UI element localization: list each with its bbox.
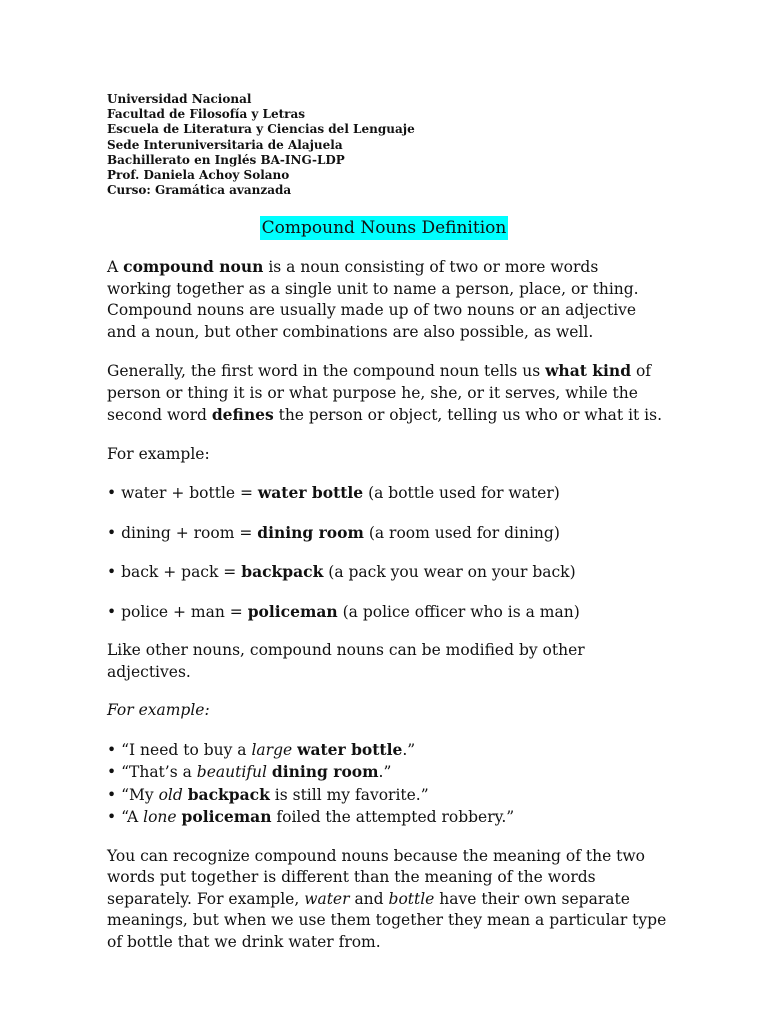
bold-term: backpack bbox=[187, 784, 270, 804]
text-run: foiled the attempted robbery.” bbox=[271, 808, 515, 826]
example-item bbox=[107, 601, 667, 624]
bold-term: dining room bbox=[271, 762, 379, 781]
bold-term: defines bbox=[211, 405, 274, 424]
text-run: A bbox=[107, 258, 124, 276]
text-run: Generally, the first word in the compound noun tells us bbox=[107, 362, 546, 380]
for-example-label: For example: bbox=[107, 444, 210, 463]
text-run: You can recognize compound nouns because the meaning of the two words put together is different than the meaning of the words separately. For example, bbox=[107, 846, 646, 908]
italic-adjective: beautiful bbox=[196, 763, 267, 781]
text-run: • “I need to buy a bbox=[107, 740, 252, 759]
example-item bbox=[107, 561, 667, 584]
header-line-professor: Prof. Daniela Achoy Solano bbox=[107, 168, 290, 183]
text-run: of person or thing it is or what purpose he, she, or it serves, while the second word bbox=[107, 362, 652, 424]
header-line-school: Escuela de Literatura y Ciencias del Lenguaje bbox=[107, 122, 415, 137]
text-run: is still my favorite.” bbox=[269, 785, 429, 804]
italic-adjective: old bbox=[158, 785, 183, 804]
italic-adjective: lone bbox=[143, 808, 177, 826]
paragraph-definition bbox=[107, 256, 667, 343]
bold-term: compound noun bbox=[123, 257, 264, 276]
italic-text: For example: bbox=[107, 701, 210, 719]
header-line-program: Bachillerato en Inglés BA-ING-LDP bbox=[107, 152, 345, 167]
text-run: • dining + room = bbox=[107, 523, 258, 542]
page-title: Compound Nouns Definition bbox=[261, 218, 507, 238]
text-run: • “That’s a bbox=[107, 763, 197, 781]
text-run: .” bbox=[378, 763, 392, 781]
text-run: (a room used for dining) bbox=[363, 523, 560, 542]
sentence-item bbox=[107, 806, 667, 829]
paragraph-explanation bbox=[107, 360, 667, 427]
header-line-faculty: Facultad de Filosofía y Letras bbox=[107, 107, 306, 122]
example-item bbox=[107, 482, 667, 505]
sentence-item bbox=[107, 761, 667, 784]
italic-word: water bbox=[304, 889, 350, 908]
text-run: • “A bbox=[107, 808, 144, 826]
sentence-item bbox=[107, 739, 667, 762]
bold-term: water bottle bbox=[257, 483, 364, 502]
text-run: (a police officer who is a man) bbox=[337, 602, 580, 621]
text-run: .” bbox=[402, 740, 416, 759]
bold-term: policeman bbox=[247, 601, 338, 621]
text-run: • back + pack = bbox=[107, 563, 242, 581]
bold-term: what kind bbox=[545, 361, 632, 380]
text-run: • police + man = bbox=[107, 602, 248, 621]
example-item bbox=[107, 522, 667, 545]
text-run: the person or object, telling us who or what it is. bbox=[273, 406, 663, 424]
text-run: have their own separate meanings, but when we use them together they mean a particular type of bottle that we drink water from. bbox=[107, 889, 667, 951]
header-line-university: Universidad Nacional bbox=[107, 92, 252, 106]
bold-term: backpack bbox=[241, 562, 324, 581]
text-run: • water + bottle = bbox=[107, 484, 258, 502]
bold-term: water bottle bbox=[297, 739, 403, 759]
text-run: and bbox=[349, 889, 389, 908]
italic-word: bottle bbox=[388, 889, 435, 908]
header-line-campus: Sede Interuniversitaria de Alajuela bbox=[107, 137, 343, 152]
paragraph-recognition bbox=[107, 846, 667, 954]
bold-term: policeman bbox=[181, 807, 272, 826]
sentence-item bbox=[107, 784, 667, 807]
text-run: (a pack you wear on your back) bbox=[323, 563, 576, 581]
text-run: is a noun consisting of two or more words working together as a single unit to name a person, place, or thing. Compound nouns are usually made up of two nouns or an adjective and a noun, but other combinations are also possible, as well. bbox=[107, 258, 639, 341]
bold-term: dining room bbox=[257, 522, 364, 542]
paragraph-modifiers: Like other nouns, compound nouns can be modified by other adjectives. bbox=[107, 641, 585, 681]
title-wrapper bbox=[0, 216, 768, 240]
text-run: (a bottle used for water) bbox=[363, 484, 560, 502]
text-run: • “My bbox=[107, 785, 159, 804]
document-body bbox=[107, 256, 667, 953]
institution-header bbox=[107, 92, 415, 198]
italic-adjective: large bbox=[251, 740, 293, 759]
for-example-italic-label bbox=[107, 700, 667, 722]
header-line-course: Curso: Gramática avanzada bbox=[107, 183, 292, 198]
